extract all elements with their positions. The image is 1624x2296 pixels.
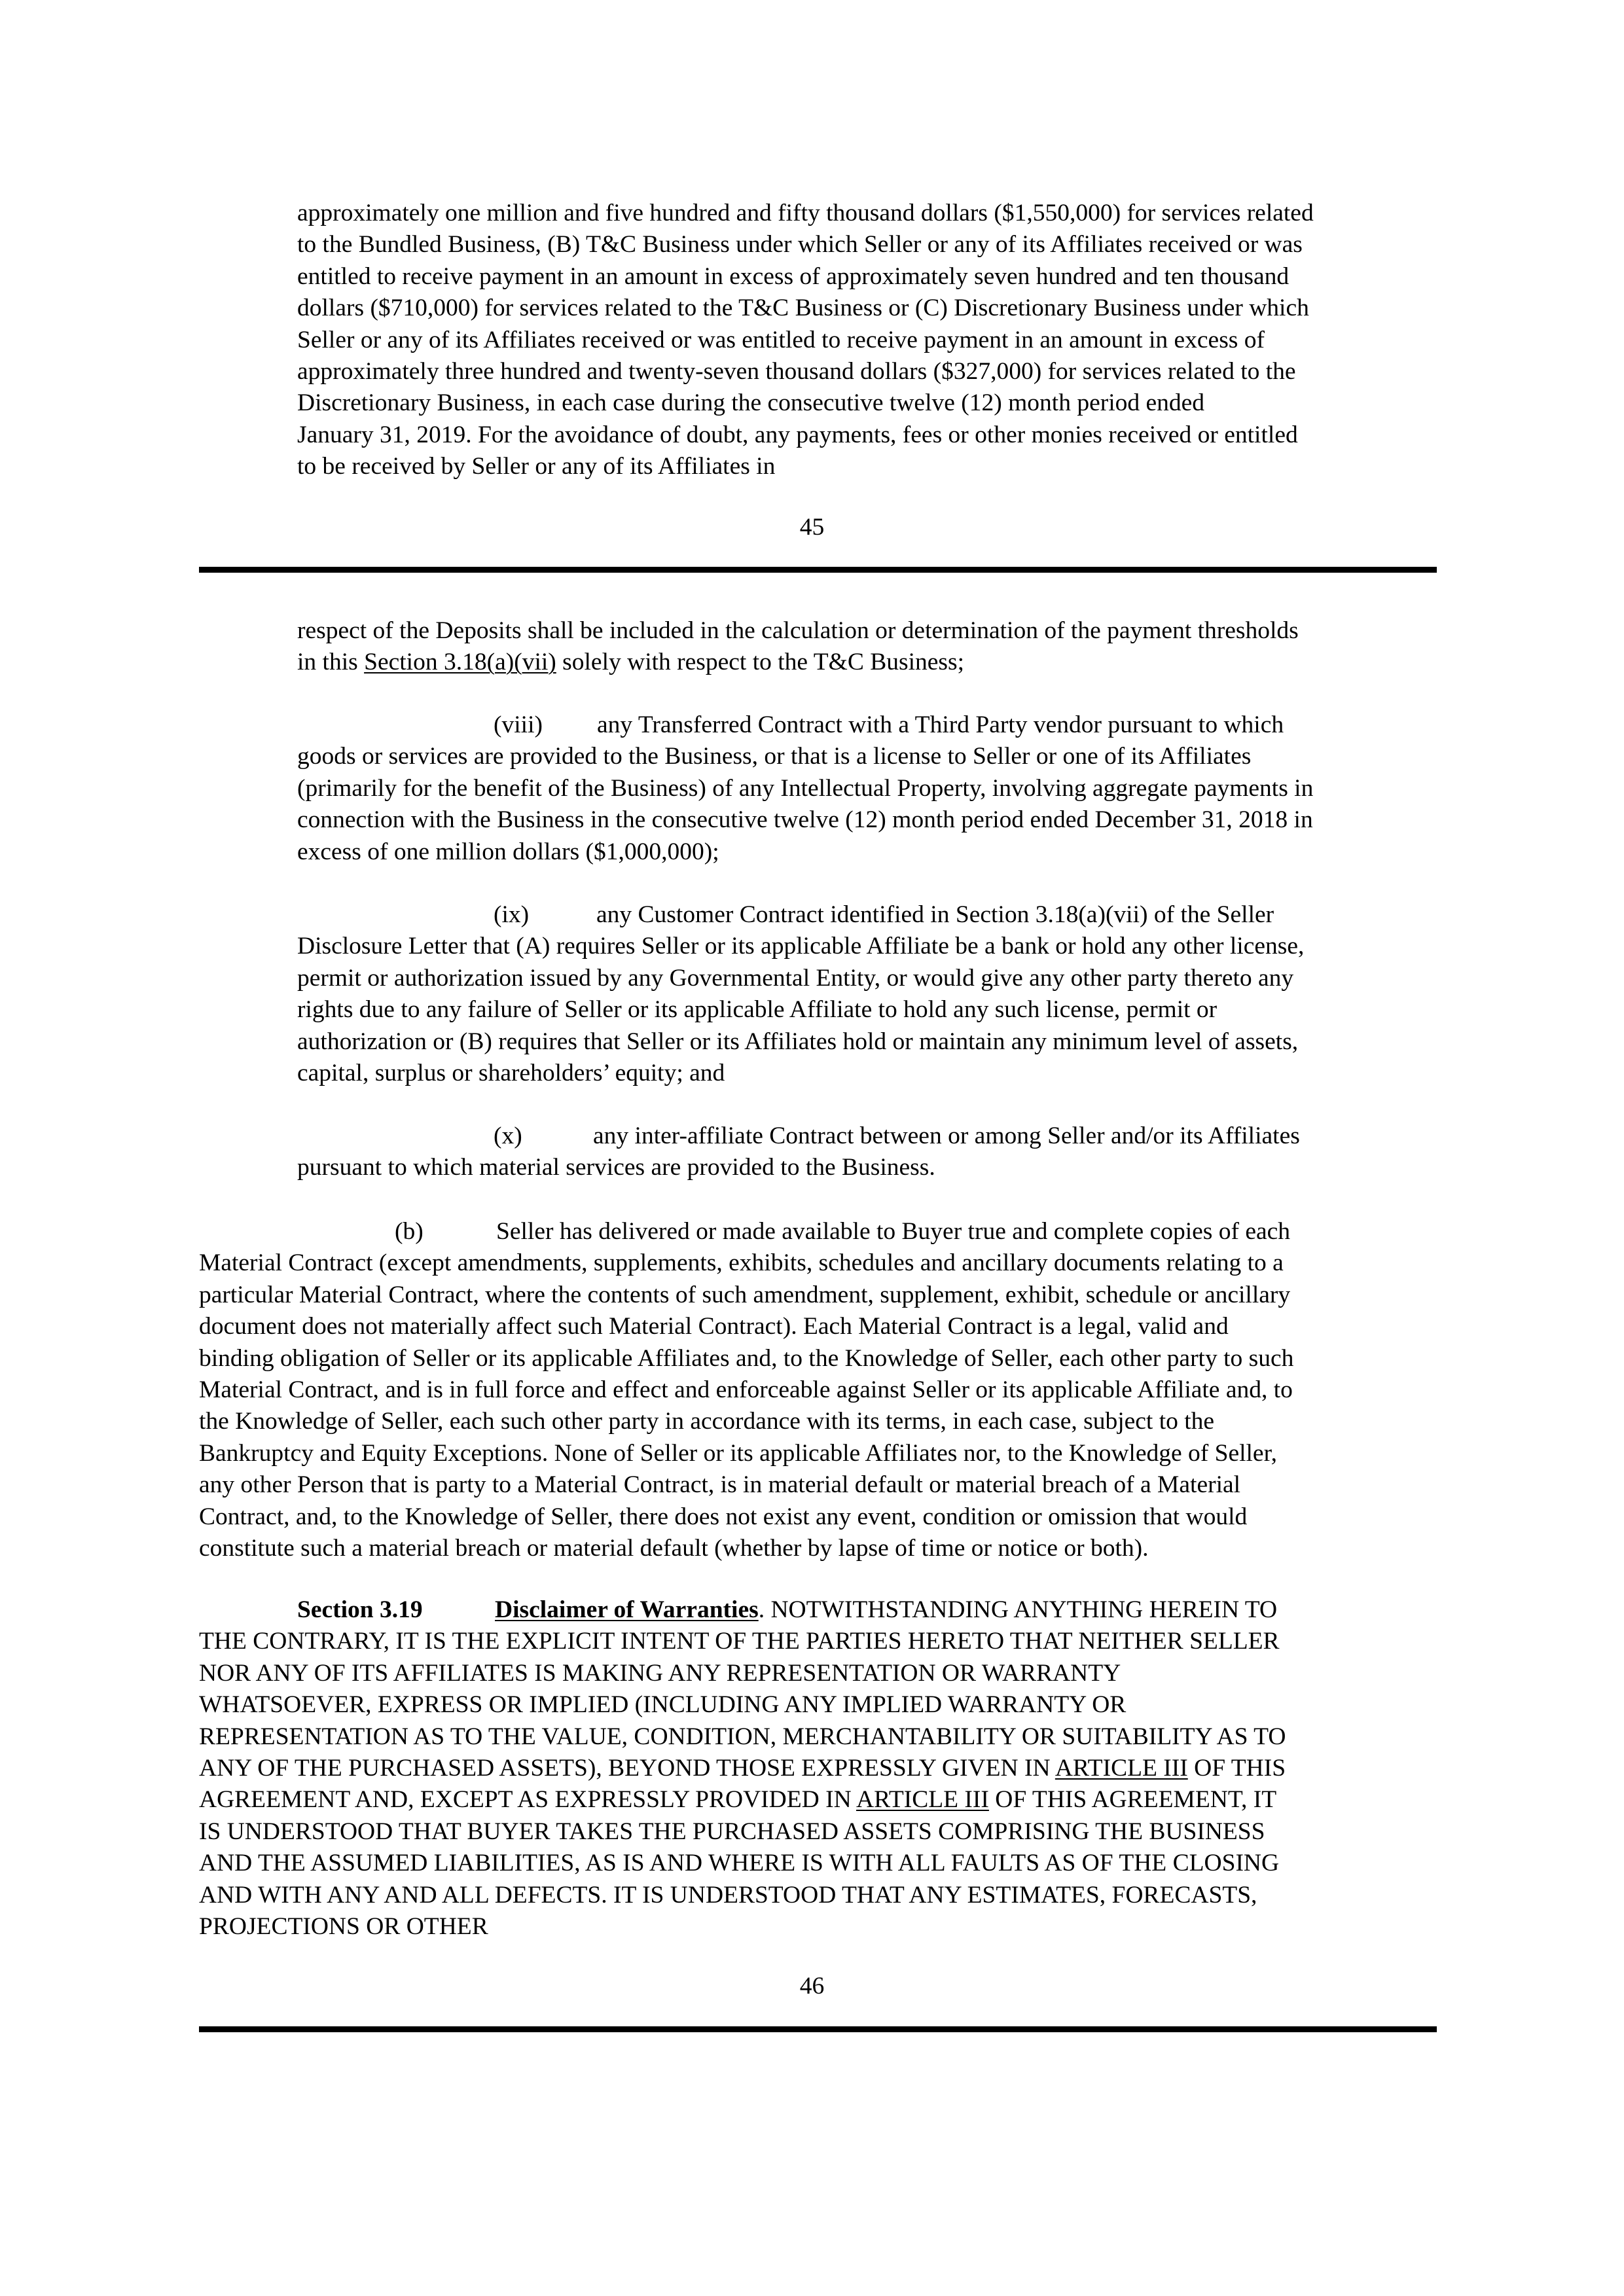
text-line xyxy=(199,1784,1286,1816)
article-reference: ARTICLE III xyxy=(1055,1755,1188,1782)
text-line xyxy=(199,1753,1286,1784)
text-line: permit or authorization issued by any Governmental Entity, or would give any other party thereto any xyxy=(297,964,1294,992)
section-heading-line xyxy=(199,1594,1286,1626)
text-fragment: any Transferred Contract with a Third Party vendor pursuant to which xyxy=(597,711,1284,738)
text-line: IS UNDERSTOOD THAT BUYER TAKES THE PURCHASED ASSETS COMPRISING THE BUSINESS xyxy=(199,1818,1265,1845)
list-item-number: (viii) xyxy=(494,711,543,738)
text-line: NOR ANY OF ITS AFFILIATES IS MAKING ANY REPRESENTATION OR WARRANTY xyxy=(199,1659,1121,1687)
section-title: Disclaimer of Warranties xyxy=(495,1596,759,1623)
text-fragment: solely with respect to the T&C Business; xyxy=(556,649,964,676)
section-label: Section 3.19 xyxy=(297,1596,423,1623)
text-line: AND WITH ANY AND ALL DEFECTS. IT IS UNDERSTOOD THAT ANY ESTIMATES, FORECASTS, xyxy=(199,1881,1257,1909)
page45-paragraph xyxy=(297,198,1314,483)
text-line: Disclosure Letter that (A) requires Seller or its applicable Affiliate be a bank or hold any other license, xyxy=(297,933,1305,960)
text-fragment: . NOTWITHSTANDING ANYTHING HEREIN TO xyxy=(758,1596,1278,1623)
text-fragment: in this xyxy=(297,649,365,676)
text-line: Seller or any of its Affiliates received or was entitled to receive payment in an amount in excess of xyxy=(297,326,1265,353)
list-item-number: (b) xyxy=(395,1218,424,1245)
text-line: to be received by Seller or any of its Affiliates in xyxy=(297,453,776,480)
list-item-ix xyxy=(297,899,1304,1089)
list-item-viii xyxy=(297,709,1313,868)
text-fragment: Seller has delivered or made available to Buyer true and complete copies of each xyxy=(496,1218,1291,1245)
text-line: (primarily for the benefit of the Business) of any Intellectual Property, involving aggregate payments in xyxy=(297,774,1314,802)
text-line: PROJECTIONS OR OTHER xyxy=(199,1913,488,1941)
text-fragment: OF THIS AGREEMENT, IT xyxy=(988,1786,1277,1814)
text-line: January 31, 2019. For the avoidance of doubt, any payments, fees or other monies received or entitled xyxy=(297,421,1298,448)
text-fragment: any inter-affiliate Contract between or among Seller and/or its Affiliates xyxy=(593,1122,1300,1149)
list-item-first-line xyxy=(199,1216,1293,1247)
list-item-number: (x) xyxy=(494,1122,522,1149)
page-number-46: 46 xyxy=(799,1973,825,2000)
text-line: document does not materially affect such Material Contract). Each Material Contract is a legal, valid and xyxy=(199,1313,1229,1340)
text-line: capital, surplus or shareholders’ equity; and xyxy=(297,1060,725,1087)
text-fragment: AGREEMENT AND, EXCEPT AS EXPRESSLY PROVIDED IN xyxy=(199,1786,856,1814)
text-line: approximately one million and five hundred and fifty thousand dollars ($1,550,000) for services related xyxy=(297,200,1314,226)
text-line: connection with the Business in the consecutive twelve (12) month period ended December 31, 2018 in xyxy=(297,806,1313,834)
section-reference: Section 3.18(a)(vii) xyxy=(364,649,556,676)
page-number-45: 45 xyxy=(799,514,825,541)
text-fragment: any Customer Contract identified in Section 3.18(a)(vii) of the Seller xyxy=(596,901,1274,928)
text-line: respect of the Deposits shall be included in the calculation or determination of the payment thresholds xyxy=(297,617,1299,644)
list-item-x xyxy=(297,1121,1300,1184)
text-line: any other Person that is party to a Material Contract, is in material default or material breach of a Material xyxy=(199,1471,1241,1499)
text-line: particular Material Contract, where the contents of such amendment, supplement, exhibit, schedule or ancillary xyxy=(199,1281,1291,1308)
page46-continuation xyxy=(297,615,1299,679)
list-item-first-line xyxy=(297,709,1313,741)
text-line: REPRESENTATION AS TO THE VALUE, CONDITION, MERCHANTABILITY OR SUITABILITY AS TO xyxy=(199,1723,1286,1750)
text-line: constitute such a material breach or material default (whether by lapse of time or notice or both). xyxy=(199,1535,1149,1562)
list-item-number: (ix) xyxy=(494,901,530,928)
page-divider xyxy=(199,567,1437,573)
text-line: Contract, and, to the Knowledge of Seller, there does not exist any event, condition or omission that would xyxy=(199,1503,1248,1530)
text-line: goods or services are provided to the Business, or that is a license to Seller or one of its Affiliates xyxy=(297,743,1252,770)
text-line: THE CONTRARY, IT IS THE EXPLICIT INTENT OF THE PARTIES HERETO THAT NEITHER SELLER xyxy=(199,1628,1280,1655)
text-fragment: OF THIS xyxy=(1187,1755,1286,1782)
list-item-first-line xyxy=(297,1121,1300,1152)
text-fragment: ANY OF THE PURCHASED ASSETS), BEYOND THOSE EXPRESSLY GIVEN IN xyxy=(199,1755,1055,1782)
text-line: AND THE ASSUMED LIABILITIES, AS IS AND WHERE IS WITH ALL FAULTS AS OF THE CLOSING xyxy=(199,1850,1280,1877)
text-line: authorization or (B) requires that Seller or its Affiliates hold or maintain any minimum level of assets, xyxy=(297,1028,1299,1055)
page-divider xyxy=(199,2026,1437,2032)
text-line: to the Bundled Business, (B) T&C Business under which Seller or any of its Affiliates received or was xyxy=(297,231,1303,259)
text-line: Discretionary Business, in each case during the consecutive twelve (12) month period ended xyxy=(297,389,1205,417)
paragraph-b xyxy=(199,1216,1293,1564)
text-line: entitled to receive payment in an amount in excess of approximately seven hundred and ten thousand xyxy=(297,262,1290,290)
article-reference: ARTICLE III xyxy=(856,1786,989,1814)
section-3-19 xyxy=(199,1594,1286,1943)
text-line: approximately three hundred and twenty-seven thousand dollars ($327,000) for services related to the xyxy=(297,358,1296,386)
text-line: excess of one million dollars ($1,000,000); xyxy=(297,838,719,865)
text-line xyxy=(297,647,1299,678)
text-line: Material Contract (except amendments, supplements, exhibits, schedules and ancillary documents relating to a xyxy=(199,1249,1284,1277)
text-line: the Knowledge of Seller, each such other party in accordance with its terms, in each case, subject to the xyxy=(199,1408,1215,1435)
list-item-first-line xyxy=(297,899,1304,931)
text-line: pursuant to which material services are provided to the Business. xyxy=(297,1154,935,1181)
text-line: rights due to any failure of Seller or its applicable Affiliate to hold any such license, permit or xyxy=(297,996,1218,1024)
text-line: binding obligation of Seller or its applicable Affiliates and, to the Knowledge of Seller, each other party to such xyxy=(199,1344,1294,1372)
text-line: dollars ($710,000) for services related to the T&C Business or (C) Discretionary Business under which xyxy=(297,295,1309,322)
text-line: Material Contract, and is in full force and effect and enforceable against Seller or its applicable Affiliate and, to xyxy=(199,1376,1293,1404)
text-line: WHATSOEVER, EXPRESS OR IMPLIED (INCLUDING ANY IMPLIED WARRANTY OR xyxy=(199,1691,1127,1719)
text-line: Bankruptcy and Equity Exceptions. None of Seller or its applicable Affiliates nor, to the Knowledge of Seller, xyxy=(199,1439,1277,1467)
